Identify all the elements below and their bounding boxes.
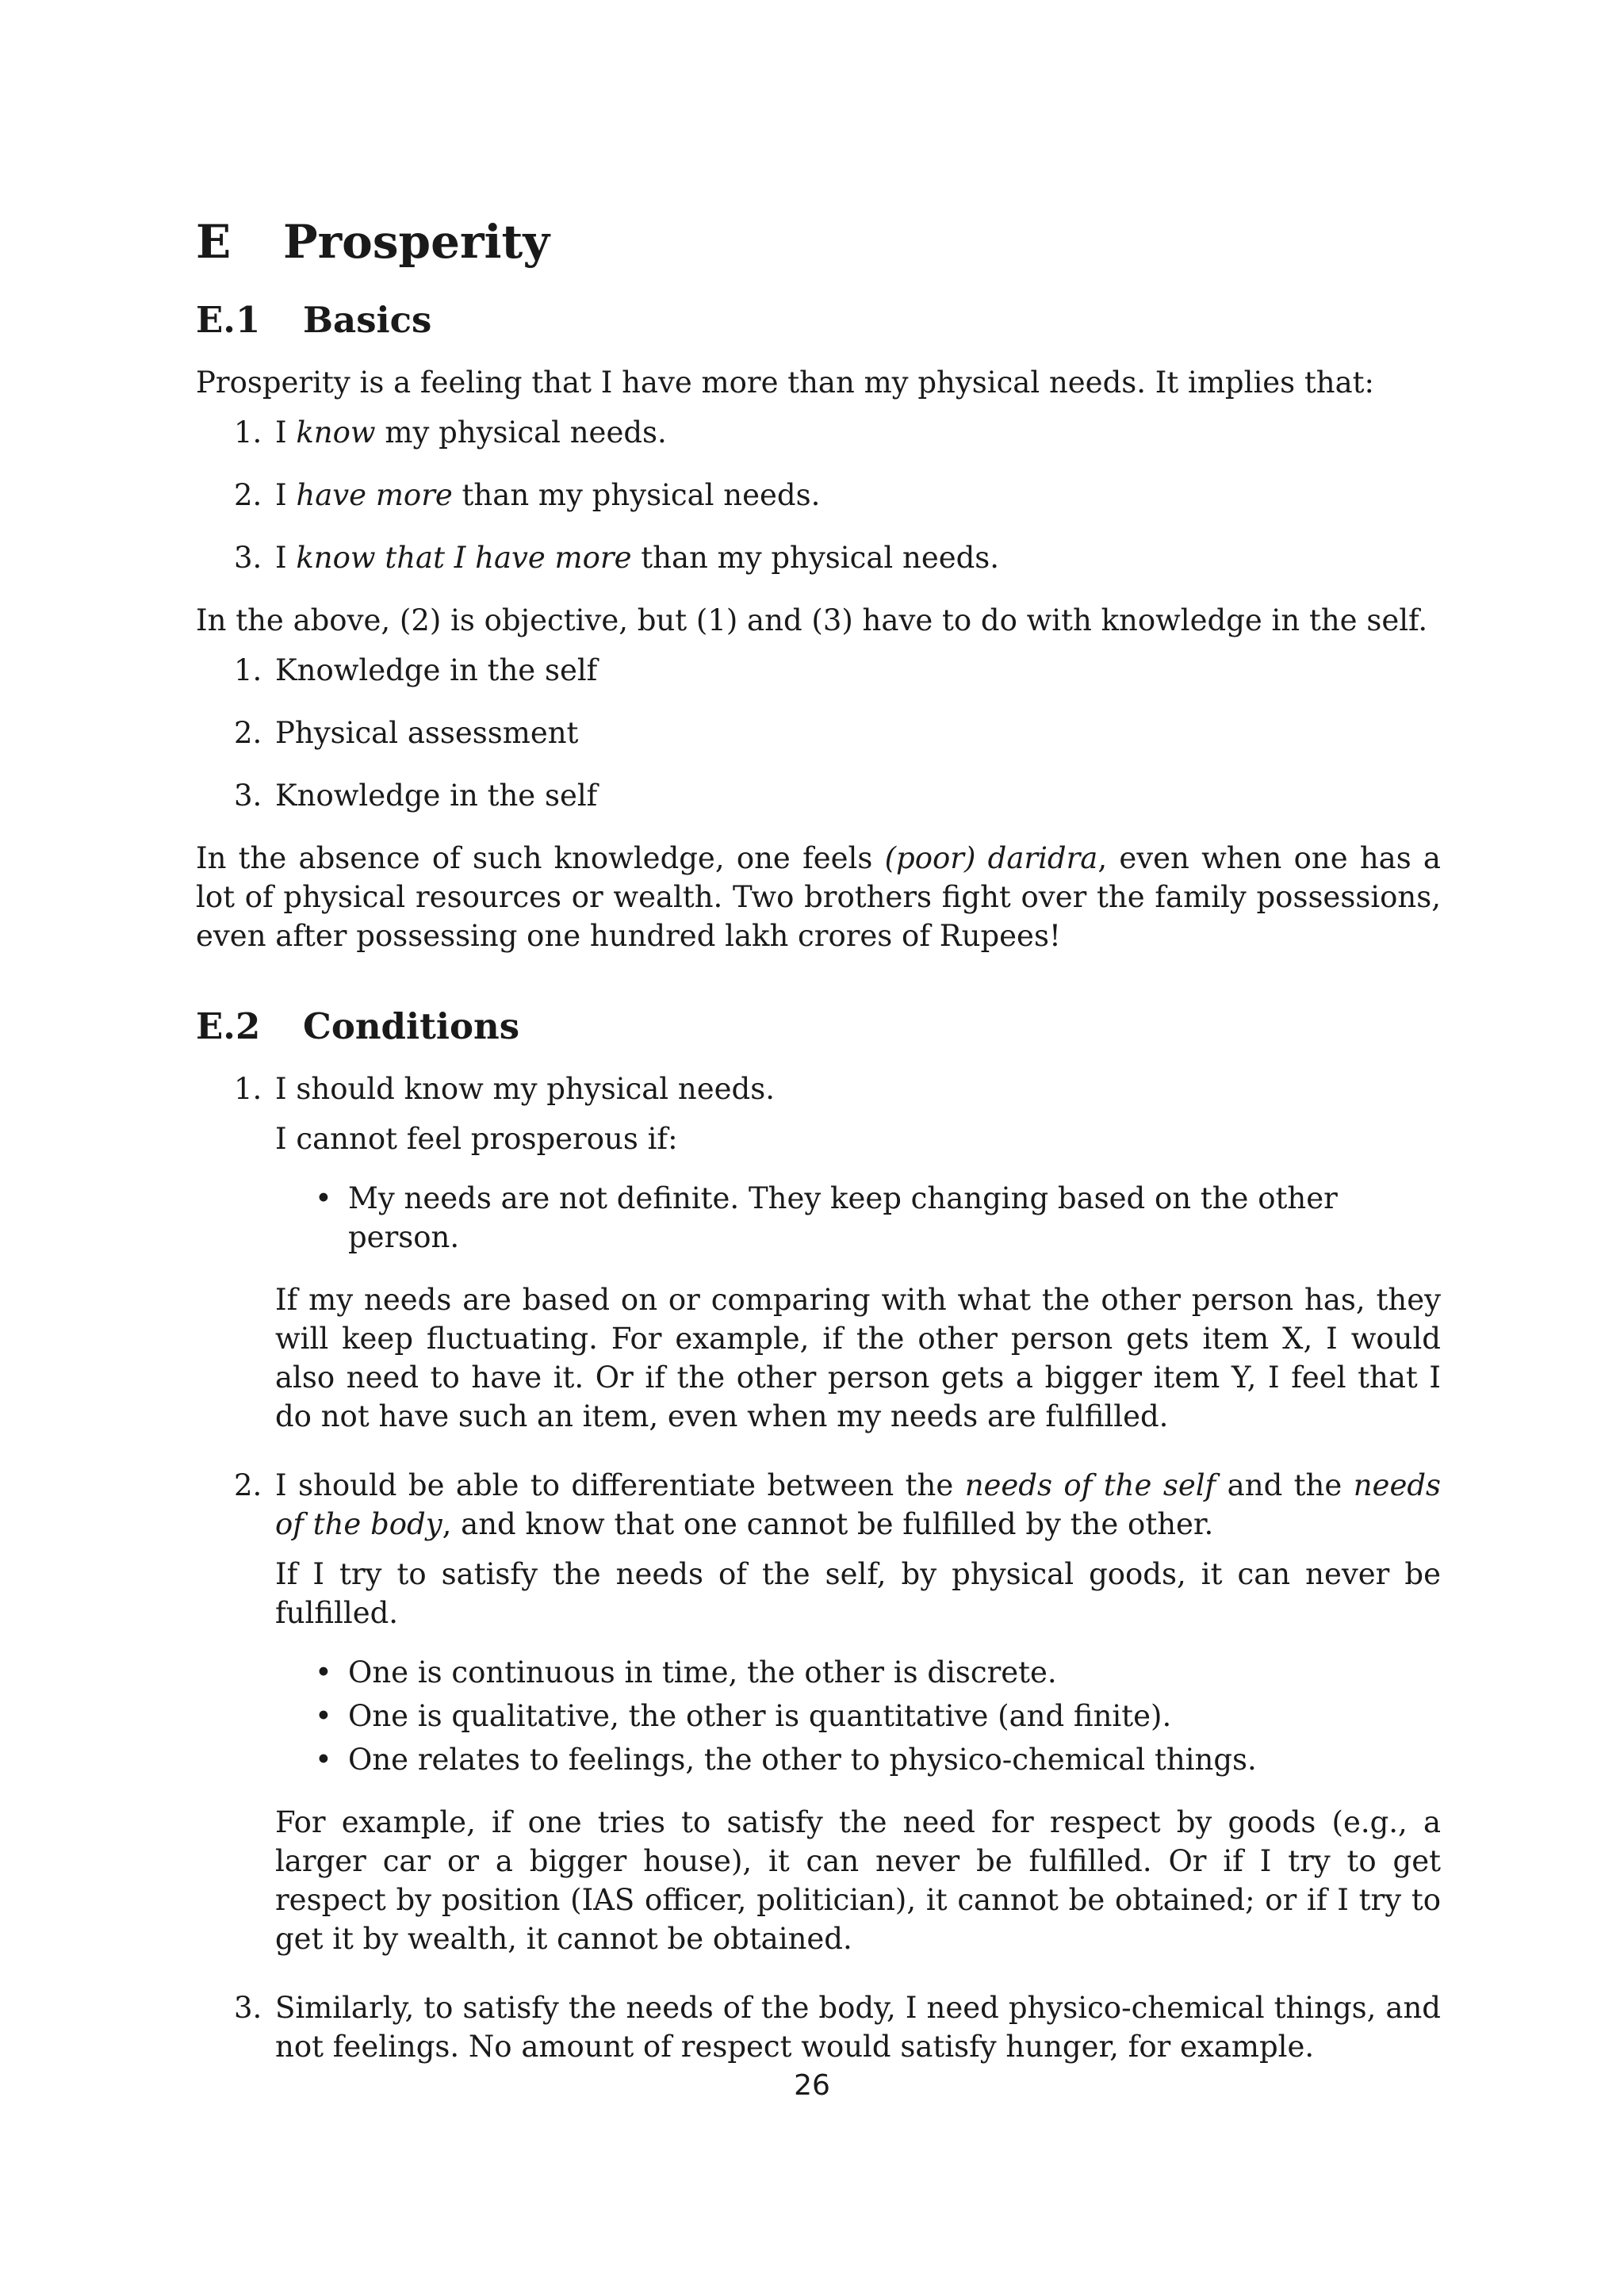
bullet-icon: • [315,1743,332,1777]
subsection-heading-conditions [196,1004,1441,1049]
list-item: 1. I know my physical needs. [234,415,667,450]
page-content [196,214,1441,2096]
list-item: 1. Knowledge in the self [234,653,598,687]
assessment-list [196,651,1441,815]
bullet-item: • One is qualitative, the other is quantitative (and finite). [275,1697,1441,1735]
subsection-title: Basics [303,299,432,341]
bullet-list [275,1179,1441,1257]
bullet-item: • My needs are not definite. They keep changing based on the other person. [275,1179,1441,1257]
list-item: 3. Knowledge in the self [234,779,598,813]
subsection-heading-basics [196,298,1441,342]
condition-item: 3. Similarly, to satisfy the needs of the body, I need physico-chemical things, and not feelings. No amount of respect would satisfy hunger, for example. [234,1991,1441,2064]
bullet-item: • One is continuous in time, the other is discrete. [275,1653,1441,1692]
closing-paragraph: In the absence of such knowledge, one feels (poor) daridra, even when one has a lot of physical resources or wealth. Two brothers fight over the family possessions, even after possessing one hundred lakh crores of Rupees! [196,841,1441,953]
intro-paragraph: Prosperity is a feeling that I have more than my physical needs. It implies that: [196,365,1375,400]
page-number: 26 [794,2069,830,2102]
condition-item: 1. I should know my physical needs. I cannot feel prosperous if: • My needs are not definite. They keep changing based on the other person. If my needs are based on or comparing with what the other person has, they will keep fluctuating. For example, if the other person gets item X, I would also need to have it. Or if the other person gets a bigger item Y, I feel that I do not have such an item, even when my needs are fulfilled. [234,1072,1441,1433]
bullet-item: • One relates to feelings, the other to physico-chemical things. [275,1740,1441,1779]
section-heading [196,214,1441,270]
subsection-title: Conditions [303,1005,520,1047]
list-item: 2. I have more than my physical needs. [234,478,821,512]
bullet-icon: • [315,1181,332,1215]
middle-paragraph: In the above, (2) is objective, but (1) and (3) have to do with knowledge in the self. [196,603,1428,637]
bullet-icon: • [315,1655,332,1689]
conditions-list [196,1070,1441,2066]
list-item: 3. I know that I have more than my physical needs. [234,541,1000,575]
bullet-icon: • [315,1699,332,1733]
section-title: Prosperity [283,215,550,269]
section-number: E [196,215,232,269]
subsection-number: E.2 [196,1005,261,1047]
bullet-list [275,1653,1441,1779]
list-item: 2. Physical assessment [234,716,579,750]
subsection-number: E.1 [196,299,261,341]
implications-list [196,413,1441,577]
condition-item: 2. I should be able to differentiate between the needs of the self and the needs of the body, and know that one cannot be fulfilled by the other. If I try to satisfy the needs of the self, by physical goods, it can never be fulfilled. • One is continuous in time, the other is discrete. • One is qualitative, the other is quantitative (and finite). • One relates to feelings, the other to physico-chemical things. For example, if one tries to satisfy the need for respect by goods (e.g., a larger car or a bigger house), it can never be fulfilled. Or if I try to get respect by position (IAS officer, politician), it cannot be obtained; or if I try to get it by wealth, it cannot be obtained. [234,1468,1442,1956]
